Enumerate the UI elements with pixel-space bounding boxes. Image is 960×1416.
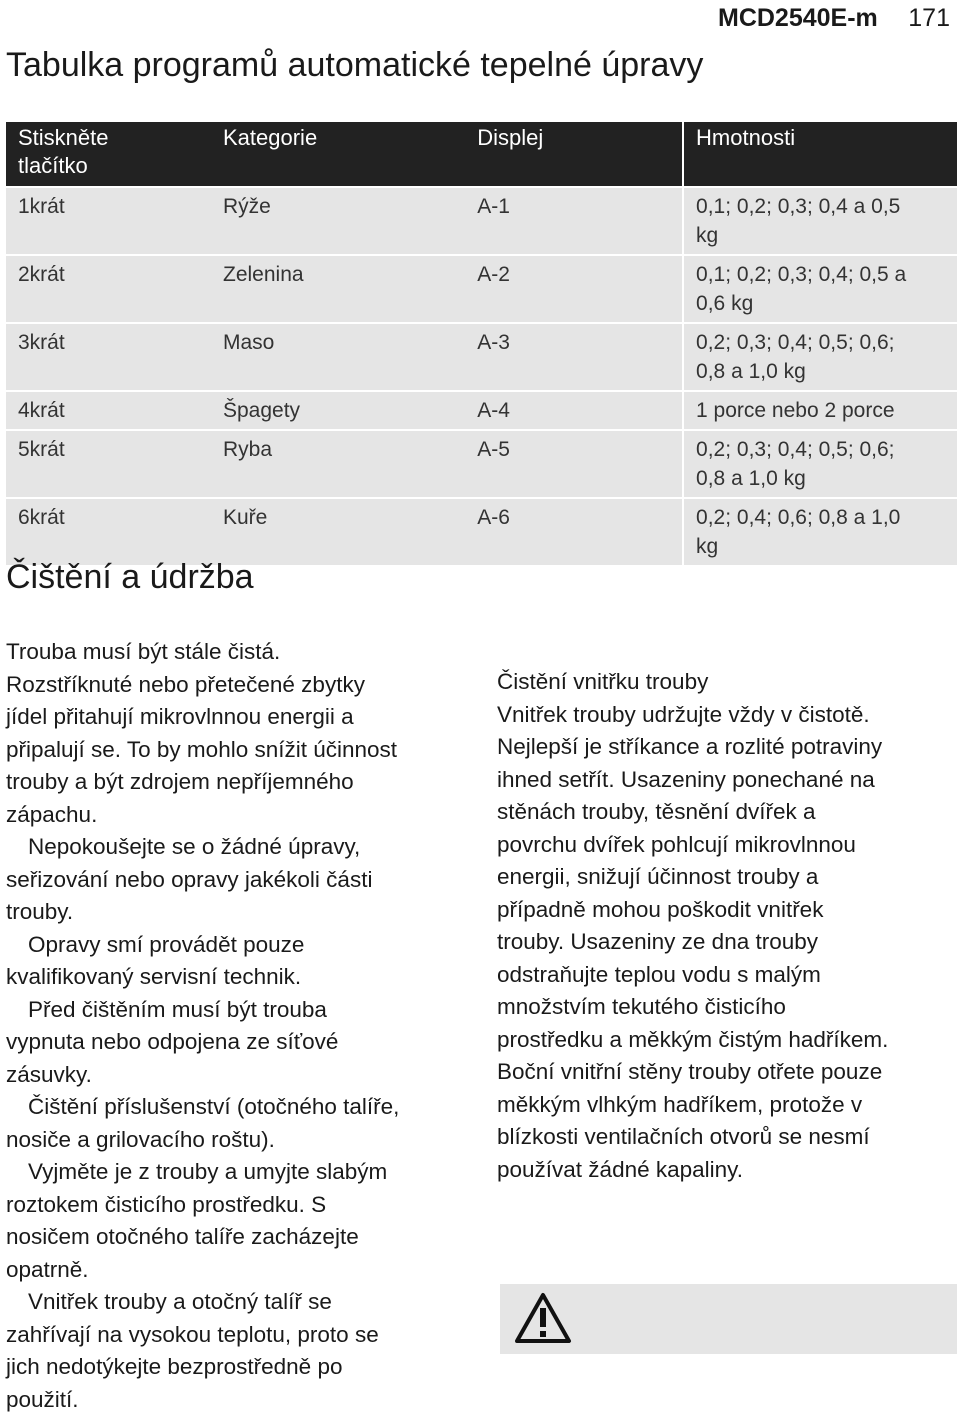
category-cell: Ryba — [211, 431, 465, 497]
table-header-cell — [465, 122, 682, 186]
right-text-line: trouby. Usazeniny ze dna trouby — [497, 926, 957, 959]
table-header-cell — [211, 122, 465, 186]
weights-line: 0,6 kg — [696, 289, 957, 318]
page-number: 171 — [908, 4, 950, 33]
press-count-cell: 2krát — [6, 256, 211, 322]
left-text-line: seřizování nebo opravy jakékoli části — [6, 864, 476, 897]
press-count-cell: 4krát — [6, 392, 211, 429]
left-text-line: trouby a být zdrojem nepříjemného — [6, 766, 476, 799]
left-text-line: kvalifikovaný servisní technik. — [6, 961, 476, 994]
header-text: Kategorie — [223, 124, 465, 152]
category-cell: Rýže — [211, 188, 465, 254]
weights-line: 1 porce nebo 2 porce — [696, 396, 957, 425]
left-text-line: zápachu. — [6, 799, 476, 832]
left-text-line: připalují se. To by mohlo snížit účinnost — [6, 734, 476, 767]
press-count-cell: 5krát — [6, 431, 211, 497]
left-text-line: opatrně. — [6, 1254, 476, 1287]
program-table — [6, 122, 957, 565]
left-text-line: Před čištěním musí být trouba — [6, 994, 476, 1027]
weights-cell — [682, 324, 957, 390]
weights-line: 0,1; 0,2; 0,3; 0,4 a 0,5 — [696, 192, 957, 221]
weights-line: 0,8 a 1,0 kg — [696, 357, 957, 386]
right-text-line: stěnách trouby, těsnění dvířek a — [497, 796, 957, 829]
right-text-line: Vnitřek trouby udržujte vždy v čistotě. — [497, 699, 957, 732]
table-row — [6, 497, 957, 565]
left-text-line: trouby. — [6, 896, 476, 929]
left-text-line: Nepokoušejte se o žádné úpravy, — [6, 831, 476, 864]
press-count-cell: 1krát — [6, 188, 211, 254]
warning-triangle-icon — [514, 1292, 572, 1344]
left-text-line: zásuvky. — [6, 1059, 476, 1092]
weights-cell — [682, 392, 957, 429]
left-text-line: jich nedotýkejte bezprostředně po — [6, 1351, 476, 1384]
right-text-line: případně mohou poškodit vnitřek — [497, 894, 957, 927]
left-text-line: Opravy smí provádět pouze — [6, 929, 476, 962]
table-row — [6, 322, 957, 390]
right-text-line: odstraňujte teplou vodu s malým — [497, 959, 957, 992]
table-row — [6, 186, 957, 254]
weights-line: kg — [696, 532, 957, 561]
weights-cell — [682, 499, 957, 565]
right-text-line: ihned setřít. Usazeniny ponechané na — [497, 764, 957, 797]
weights-line: kg — [696, 221, 957, 250]
right-text-line: povrchu dvířek pohlcují mikrovlnnou — [497, 829, 957, 862]
weights-line: 0,1; 0,2; 0,3; 0,4; 0,5 a — [696, 260, 957, 289]
header-text: Hmotnosti — [696, 124, 957, 152]
header-text: Displej — [477, 124, 682, 152]
category-cell: Maso — [211, 324, 465, 390]
weights-cell — [682, 188, 957, 254]
left-text-line: zahřívají na vysokou teplotu, proto se — [6, 1319, 476, 1352]
weights-cell — [682, 431, 957, 497]
right-column-body — [497, 699, 957, 1187]
table-body — [6, 186, 957, 565]
right-text-line: používat žádné kapaliny. — [497, 1154, 957, 1187]
left-text-line: Vnitřek trouby a otočný talíř se — [6, 1286, 476, 1319]
display-cell: A-1 — [465, 188, 682, 254]
table-header-cell — [682, 122, 957, 186]
table-row — [6, 254, 957, 322]
weights-cell — [682, 256, 957, 322]
category-cell: Kuře — [211, 499, 465, 565]
press-count-cell: 6krát — [6, 499, 211, 565]
category-cell: Zelenina — [211, 256, 465, 322]
left-text-line: použití. — [6, 1384, 476, 1416]
press-count-cell: 3krát — [6, 324, 211, 390]
left-text-line: roztokem čisticího prostředku. S — [6, 1189, 476, 1222]
header-text: Stiskněte — [18, 124, 211, 152]
right-text-column — [497, 666, 957, 1186]
left-text-line: nosičem otočného talíře zacházejte — [6, 1221, 476, 1254]
weights-line: 0,2; 0,3; 0,4; 0,5; 0,6; — [696, 435, 957, 464]
left-text-line: Čištění příslušenství (otočného talíře, — [6, 1091, 476, 1124]
section-title: Čištění a údržba — [6, 558, 254, 597]
table-header-cell — [6, 122, 211, 186]
left-text-column — [6, 636, 476, 1416]
page-title: Tabulka programů automatické tepelné úpravy — [6, 46, 703, 85]
left-text-line: vypnuta nebo odpojena ze síťové — [6, 1026, 476, 1059]
display-cell: A-5 — [465, 431, 682, 497]
warning-box — [500, 1284, 957, 1354]
right-text-line: množstvím tekutého čisticího — [497, 991, 957, 1024]
table-header-row — [6, 122, 957, 186]
left-text-line: jídel přitahují mikrovlnnou energii a — [6, 701, 476, 734]
left-text-line: Trouba musí být stále čistá. — [6, 636, 476, 669]
left-text-line: Rozstříknuté nebo přetečené zbytky — [6, 669, 476, 702]
display-cell: A-6 — [465, 499, 682, 565]
right-text-line: blízkosti ventilačních otvorů se nesmí — [497, 1121, 957, 1154]
header-text: tlačítko — [18, 152, 211, 180]
right-column-heading: Čistění vnitřku trouby — [497, 666, 957, 699]
table-row — [6, 390, 957, 429]
right-text-line: měkkým vlhkým hadříkem, protože v — [497, 1089, 957, 1122]
display-cell: A-4 — [465, 392, 682, 429]
weights-line: 0,8 a 1,0 kg — [696, 464, 957, 493]
category-cell: Špagety — [211, 392, 465, 429]
weights-line: 0,2; 0,4; 0,6; 0,8 a 1,0 — [696, 503, 957, 532]
left-text-line: Vyjměte je z trouby a umyjte slabým — [6, 1156, 476, 1189]
weights-line: 0,2; 0,3; 0,4; 0,5; 0,6; — [696, 328, 957, 357]
model-number: MCD2540E-m — [718, 4, 878, 33]
display-cell: A-3 — [465, 324, 682, 390]
right-text-line: energii, snižují účinnost trouby a — [497, 861, 957, 894]
right-text-line: Nejlepší je stříkance a rozlité potraviny — [497, 731, 957, 764]
right-text-line: Boční vnitřní stěny trouby otřete pouze — [497, 1056, 957, 1089]
display-cell: A-2 — [465, 256, 682, 322]
right-text-line: prostředku a měkkým čistým hadříkem. — [497, 1024, 957, 1057]
left-text-line: nosiče a grilovacího roštu). — [6, 1124, 476, 1157]
table-row — [6, 429, 957, 497]
